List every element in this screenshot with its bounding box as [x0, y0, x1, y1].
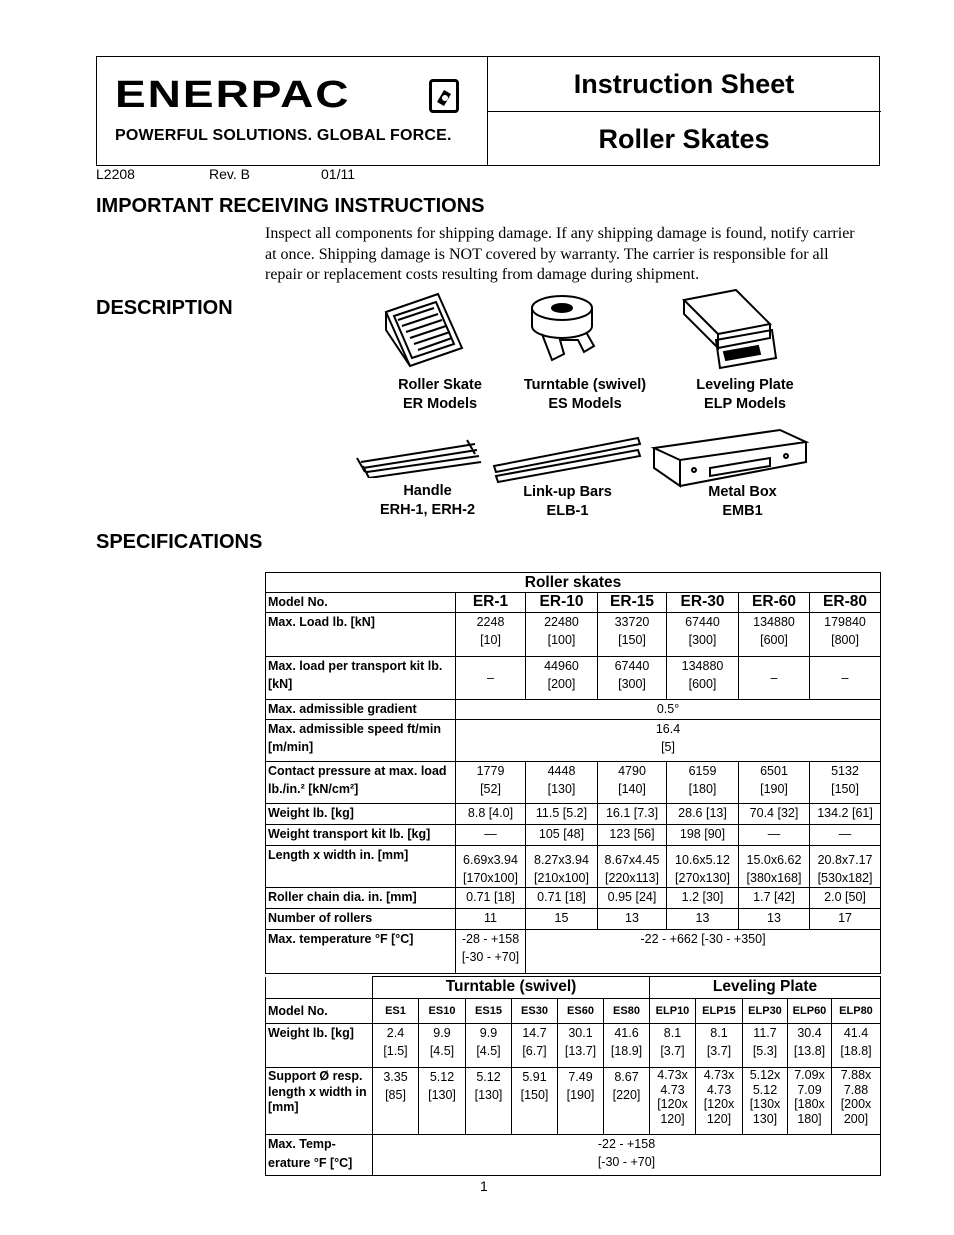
row-label: Contact pressure at max. load lb./in.² [kN/cm²]: [266, 762, 456, 804]
metal-box-illustration: [650, 428, 810, 488]
table-cell: -28 - +158 [-30 - +70]: [456, 930, 526, 974]
table-cell: 22480 [100]: [526, 613, 598, 657]
table-cell: 8.8 [4.0]: [456, 804, 526, 825]
model-header: ES30: [512, 999, 558, 1024]
table-cell: 1779 [52]: [456, 762, 526, 804]
doc-date: 01/11: [321, 166, 355, 182]
model-header: ELP80: [832, 999, 881, 1024]
table-title: Leveling Plate: [650, 977, 881, 999]
table-cell: 5.12 [130]: [466, 1068, 512, 1135]
table-row: [266, 762, 881, 804]
table-cell: 13: [667, 909, 739, 930]
table-row: [266, 930, 881, 974]
model-header: ER-1: [456, 593, 526, 613]
table-cell: 2.4 [1.5]: [373, 1024, 419, 1068]
row-label: Max. Load lb. [kN]: [266, 613, 456, 657]
table-cell: 11: [456, 909, 526, 930]
model-header: ER-60: [739, 593, 810, 613]
leveling-plate-illustration: [680, 288, 780, 370]
table-row: [266, 657, 881, 700]
header-title-divider: [487, 111, 881, 112]
model-header: ES10: [419, 999, 466, 1024]
table-cell: 10.6x5.12 [270x130]: [667, 846, 739, 888]
doc-revision: Rev. B: [209, 166, 250, 182]
table-cell: 0.95 [24]: [598, 888, 667, 909]
document-title: Instruction Sheet: [573, 69, 795, 99]
table-row: [266, 720, 881, 762]
table-cell: 105 [48]: [526, 825, 598, 846]
row-label: Weight lb. [kg]: [266, 1024, 373, 1068]
description-heading: DESCRIPTION: [96, 297, 233, 319]
table-cell: 9.9 [4.5]: [466, 1024, 512, 1068]
model-header: ER-10: [526, 593, 598, 613]
enerpac-logo-mark-icon: [429, 79, 459, 113]
table-cell: 1.7 [42]: [739, 888, 810, 909]
table-row: [266, 999, 881, 1024]
model-header: ER-80: [810, 593, 881, 613]
model-header: ES15: [466, 999, 512, 1024]
table-title: Turntable (swivel): [373, 977, 650, 999]
table-cell: 4.73x 4.73 [120x 120]: [650, 1068, 696, 1135]
turntable-illustration: [522, 290, 602, 370]
product-caption: [380, 376, 500, 414]
table-cell: 0.5°: [456, 700, 881, 720]
product-model: ER Models: [402, 396, 478, 412]
model-header: ER-15: [598, 593, 667, 613]
table-row: [266, 700, 881, 720]
specifications-heading: SPECIFICATIONS: [96, 531, 263, 553]
product-name: Link-up Bars: [523, 484, 612, 500]
table-cell: 8.27x3.94 [210x100]: [526, 846, 598, 888]
table-cell: 14.7 [6.7]: [512, 1024, 558, 1068]
model-header: ELP30: [743, 999, 788, 1024]
table-cell: 6501 [190]: [739, 762, 810, 804]
table-cell: 41.6 [18.9]: [604, 1024, 650, 1068]
blank-cell: [266, 977, 373, 999]
roller-skates-spec-table: [265, 572, 881, 974]
table-cell: 44960 [200]: [526, 657, 598, 700]
table-cell: 6.69x3.94 [170x100]: [456, 846, 526, 888]
receiving-text: Inspect all components for shipping damage. If any shipping damage is found, notify carrier at once. Shipping damage is NOT covered by warranty. The carrier is responsible for all repair or replacement costs resulting from damage during shipment.: [265, 225, 855, 283]
model-header: ELP60: [788, 999, 832, 1024]
table-cell: 41.4 [18.8]: [832, 1024, 881, 1068]
link-up-bars-illustration: [492, 436, 642, 486]
table-cell: 134880 [600]: [739, 613, 810, 657]
handle-illustration: [355, 436, 485, 478]
model-header: ER-30: [667, 593, 739, 613]
product-caption: [680, 483, 805, 521]
table-cell: 16.4 [5]: [456, 720, 881, 762]
table-cell: 5.12x 5.12 [130x 130]: [743, 1068, 788, 1135]
table-cell: 8.1 [3.7]: [696, 1024, 743, 1068]
table-cell: 30.4 [13.8]: [788, 1024, 832, 1068]
table-cell: 15: [526, 909, 598, 930]
table-cell: 2248 [10]: [456, 613, 526, 657]
table-cell: 8.67x4.45 [220x113]: [598, 846, 667, 888]
row-label: Weight transport kit lb. [kg]: [266, 825, 456, 846]
model-header: ES1: [373, 999, 419, 1024]
table-cell: 123 [56]: [598, 825, 667, 846]
product-model: EMB1: [722, 503, 763, 519]
table-cell: 0.71 [18]: [456, 888, 526, 909]
header-box: [96, 56, 880, 166]
product-name: Metal Box: [708, 484, 777, 500]
table-row: [266, 909, 881, 930]
table-cell: 134880 [600]: [667, 657, 739, 700]
table-cell: –: [810, 657, 881, 700]
table-cell: —: [456, 825, 526, 846]
table-cell: 9.9 [4.5]: [419, 1024, 466, 1068]
row-label: Model No.: [266, 999, 373, 1024]
table-cell: 134.2 [61]: [810, 804, 881, 825]
table-cell: 17: [810, 909, 881, 930]
table-cell: 2.0 [50]: [810, 888, 881, 909]
row-label: Max. load per transport kit lb. [kN]: [266, 657, 456, 700]
table-cell: 5.91 [150]: [512, 1068, 558, 1135]
table-cell: 20.8x7.17 [530x182]: [810, 846, 881, 888]
model-header: ELP15: [696, 999, 743, 1024]
table-cell: 28.6 [13]: [667, 804, 739, 825]
row-label: Max. admissible speed ft/min [m/min]: [266, 720, 456, 762]
table-cell: 1.2 [30]: [667, 888, 739, 909]
table-row: [266, 613, 881, 657]
table-cell: 198 [90]: [667, 825, 739, 846]
product-name: Leveling Plate: [696, 377, 794, 393]
table-cell: 13: [739, 909, 810, 930]
product-caption: [680, 376, 810, 414]
product-caption: [510, 376, 660, 414]
table-cell: 5.12 [130]: [419, 1068, 466, 1135]
table-cell: 70.4 [32]: [739, 804, 810, 825]
page-number: 1: [480, 1178, 488, 1194]
table-cell: –: [456, 657, 526, 700]
table-row: [266, 825, 881, 846]
row-label: Roller chain dia. in. [mm]: [266, 888, 456, 909]
table-cell: 11.5 [5.2]: [526, 804, 598, 825]
table-cell: 15.0x6.62 [380x168]: [739, 846, 810, 888]
product-model: ELP Models: [704, 396, 786, 412]
table-cell: -22 - +662 [-30 - +350]: [526, 930, 881, 974]
table-cell: 8.67 [220]: [604, 1068, 650, 1135]
product-model: ERH-1, ERH-2: [379, 502, 476, 518]
receiving-heading: IMPORTANT RECEIVING INSTRUCTIONS: [96, 195, 485, 217]
model-header: ELP10: [650, 999, 696, 1024]
product-caption: [355, 482, 500, 520]
table-cell: 4.73x 4.73 [120x 120]: [696, 1068, 743, 1135]
table-row: [266, 1135, 881, 1176]
table-cell: —: [810, 825, 881, 846]
turntable-leveling-spec-table: [265, 976, 881, 1176]
model-header: ES80: [604, 999, 650, 1024]
row-label: Length x width in. [mm]: [266, 846, 456, 888]
row-label: Support Ø resp. length x width in [mm]: [266, 1068, 373, 1135]
table-cell: 3.35 [85]: [373, 1068, 419, 1135]
product-model: ES Models: [548, 396, 622, 412]
enerpac-logo: ENERPAC: [115, 72, 351, 116]
table-cell: -22 - +158 [-30 - +70]: [373, 1135, 881, 1176]
table-cell: 5132 [150]: [810, 762, 881, 804]
doc-number: L2208: [96, 166, 135, 182]
row-label: Max. temperature °F [°C]: [266, 930, 456, 974]
table-cell: 33720 [150]: [598, 613, 667, 657]
table-row: [266, 1024, 881, 1068]
table-cell: 8.1 [3.7]: [650, 1024, 696, 1068]
product-model: ELB-1: [546, 503, 589, 519]
table-cell: 0.71 [18]: [526, 888, 598, 909]
table-row: [266, 804, 881, 825]
table-cell: 11.7 [5.3]: [743, 1024, 788, 1068]
table-cell: 7.49 [190]: [558, 1068, 604, 1135]
product-name: Turntable (swivel): [523, 377, 647, 393]
logo-tagline: POWERFUL SOLUTIONS. GLOBAL FORCE.: [115, 127, 452, 144]
table-row: [266, 888, 881, 909]
product-name: Roller Skate: [398, 377, 482, 393]
table-cell: 4790 [140]: [598, 762, 667, 804]
table-cell: 6159 [180]: [667, 762, 739, 804]
table-row: [266, 1068, 881, 1135]
table-cell: —: [739, 825, 810, 846]
table-cell: 7.88x 7.88 [200x 200]: [832, 1068, 881, 1135]
table-cell: 67440 [300]: [598, 657, 667, 700]
table-cell: –: [739, 657, 810, 700]
table-cell: 30.1 [13.7]: [558, 1024, 604, 1068]
row-label: Number of rollers: [266, 909, 456, 930]
table-cell: 179840 [800]: [810, 613, 881, 657]
table-row: [266, 593, 881, 613]
table-cell: 4448 [130]: [526, 762, 598, 804]
table-title: Roller skates: [266, 573, 881, 593]
row-label: Max. admissible gradient: [266, 700, 456, 720]
table-row: [266, 846, 881, 888]
table-cell: 7.09x 7.09 [180x 180]: [788, 1068, 832, 1135]
table-cell: 16.1 [7.3]: [598, 804, 667, 825]
row-label: Weight lb. [kg]: [266, 804, 456, 825]
model-header: ES60: [558, 999, 604, 1024]
table-cell: 67440 [300]: [667, 613, 739, 657]
table-cell: 13: [598, 909, 667, 930]
row-label: Max. Temp-erature °F [°C]: [266, 1135, 373, 1176]
row-label: Model No.: [266, 593, 456, 613]
document-subtitle: Roller Skates: [598, 124, 770, 154]
product-name: Handle: [403, 483, 452, 499]
roller-skate-illustration: [378, 290, 468, 370]
product-caption: [505, 483, 630, 521]
